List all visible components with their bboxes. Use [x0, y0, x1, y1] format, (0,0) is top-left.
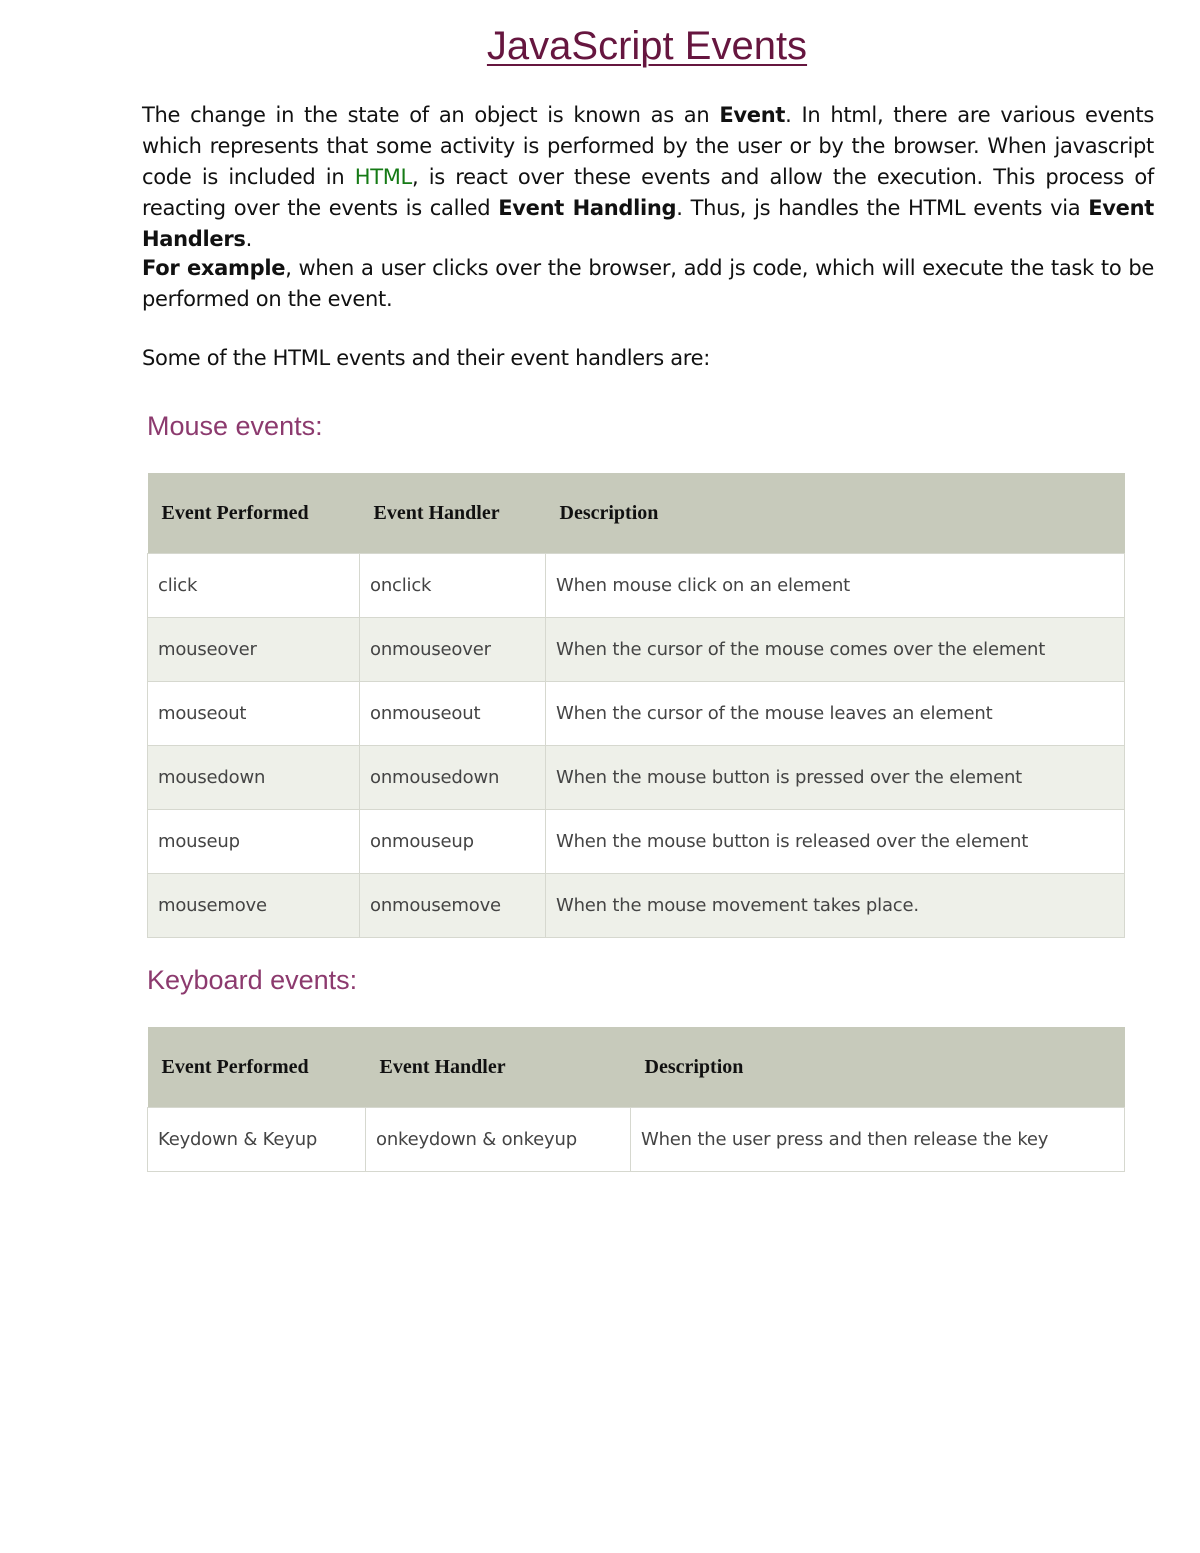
cell-description: When the user press and then release the key	[631, 1108, 1125, 1172]
example-paragraph	[142, 253, 1154, 315]
cell-event: click	[148, 554, 360, 618]
cell-description: When the mouse button is pressed over the element	[546, 746, 1125, 810]
cell-description: When mouse click on an element	[546, 554, 1125, 618]
table-row	[148, 874, 1125, 938]
cell-event: mouseover	[148, 618, 360, 682]
example-label: For example	[142, 256, 286, 280]
cell-handler: onmouseover	[360, 618, 546, 682]
html-link[interactable]: HTML	[354, 165, 412, 189]
column-header-description: Description	[546, 473, 1125, 554]
table-row	[148, 554, 1125, 618]
intro-text: The change in the state of an object is known as an	[142, 103, 720, 127]
cell-description: When the cursor of the mouse leaves an element	[546, 682, 1125, 746]
cell-event: Keydown & Keyup	[148, 1108, 366, 1172]
cell-handler: onmouseup	[360, 810, 546, 874]
table-row	[148, 746, 1125, 810]
term-event: Event	[719, 103, 786, 127]
intro-text: . In html, there are various events which represents that some activity is performed by the user or by the browser. When javascript code is included in	[142, 103, 1154, 189]
table-row	[148, 1108, 1125, 1172]
keyboard-events-table	[147, 1027, 1125, 1172]
keyboard-events-heading: Keyboard events:	[147, 965, 358, 995]
cell-description: When the mouse button is released over the element	[546, 810, 1125, 874]
cell-event: mousemove	[148, 874, 360, 938]
table-row	[148, 618, 1125, 682]
page-title: JavaScript Events	[486, 24, 808, 68]
table-header-row	[148, 1027, 1125, 1108]
intro-text: , is react over these events and allow the execution. This process of reacting over the events is called	[142, 165, 1154, 220]
cell-handler: onmousemove	[360, 874, 546, 938]
cell-handler: onclick	[360, 554, 546, 618]
cell-event: mouseout	[148, 682, 360, 746]
term-event-handling: Event Handling	[498, 196, 677, 220]
column-header-description: Description	[631, 1027, 1125, 1108]
column-header-event-performed: Event Performed	[148, 1027, 366, 1108]
table-row	[148, 810, 1125, 874]
mouse-events-heading: Mouse events:	[147, 411, 323, 441]
intro-text: . Thus, js handles the HTML events via	[676, 196, 1089, 220]
intro-paragraph	[142, 100, 1154, 255]
lead-paragraph: Some of the HTML events and their event handlers are:	[142, 346, 711, 370]
cell-event: mouseup	[148, 810, 360, 874]
intro-text: .	[245, 227, 253, 251]
cell-description: When the mouse movement takes place.	[546, 874, 1125, 938]
column-header-event-handler: Event Handler	[366, 1027, 631, 1108]
example-text: , when a user clicks over the browser, add js code, which will execute the task to be performed on the event.	[142, 256, 1154, 311]
cell-handler: onkeydown & onkeyup	[366, 1108, 631, 1172]
table-row	[148, 682, 1125, 746]
table-header-row	[148, 473, 1125, 554]
cell-description: When the cursor of the mouse comes over the element	[546, 618, 1125, 682]
cell-handler: onmousedown	[360, 746, 546, 810]
mouse-events-table	[147, 473, 1125, 938]
term-event-handlers: Event Handlers	[142, 196, 1155, 251]
column-header-event-performed: Event Performed	[148, 473, 360, 554]
cell-handler: onmouseout	[360, 682, 546, 746]
column-header-event-handler: Event Handler	[360, 473, 546, 554]
cell-event: mousedown	[148, 746, 360, 810]
